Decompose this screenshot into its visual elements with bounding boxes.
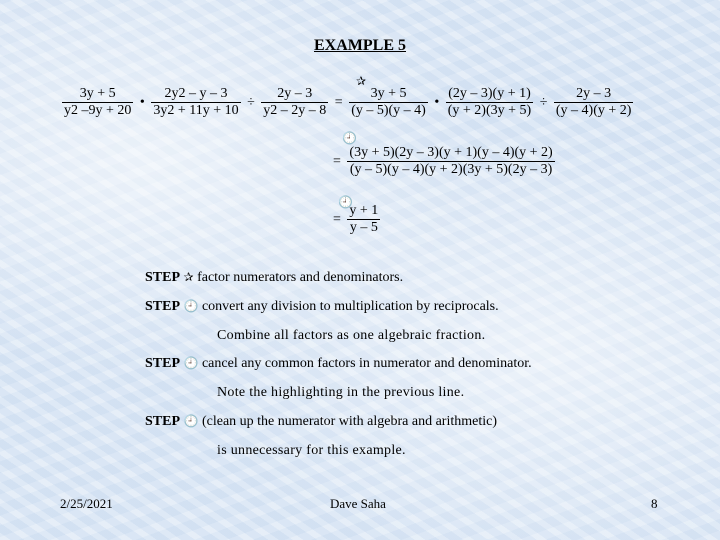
multiply-dot: • bbox=[139, 94, 145, 110]
star-icon: ✰ bbox=[183, 270, 194, 284]
footer-page-number: 8 bbox=[651, 496, 658, 511]
combined-fraction: $\frac{(3y + 5)(2y - 3)(y + 1)(y - 4)(y + 2)}{(y - 5)(y - 4)(y + 2)(3y + 5)(2y - 3)}$ bbox=[349, 145, 553, 177]
step-3-note: Note the highlighting in the previous line. bbox=[217, 385, 465, 400]
result-fraction: $\frac{y + 1}{y - 5}$ bbox=[349, 203, 379, 235]
clock-icon: 🕘 bbox=[183, 299, 199, 313]
rhs-fraction-3: $\frac{2y - 3}{(y - 4)(y + 2)}$ bbox=[555, 86, 632, 118]
star-icon: ✰ bbox=[356, 74, 367, 88]
equals-sign: = bbox=[334, 94, 343, 110]
divide-sign: ÷ bbox=[247, 94, 255, 110]
clock-icon: 🕘 bbox=[183, 356, 199, 370]
step-4-note: is unnecessary for this example. bbox=[217, 443, 406, 458]
rhs-fraction-2: $\frac{(2y - 3)(y + 1)}{(y + 2)(3y + 5)}$ bbox=[447, 86, 532, 118]
equation-line-1 bbox=[62, 86, 633, 119]
equation-line-2 bbox=[330, 145, 555, 178]
step-3: STEP 🕘 cancel any common factors in numerator and denominator. bbox=[145, 356, 532, 371]
step-2: STEP 🕘 convert any division to multiplication by reciprocals. bbox=[145, 299, 499, 314]
lhs-fraction-2: $\frac{2y2 - y - 3}{3y2 + 11y + 10}$ bbox=[153, 86, 239, 118]
equation-line-3 bbox=[330, 203, 380, 236]
lhs-fraction-1: $\frac{3y + 5}{y2 -9y + 20}$ bbox=[64, 86, 132, 118]
lhs-fraction-3: $\frac{2y - 3}{y2 - 2y - 8}$ bbox=[263, 86, 327, 118]
multiply-dot: • bbox=[434, 94, 440, 110]
equals-sign: = bbox=[333, 153, 341, 169]
step-2-note: Combine all factors as one algebraic fraction. bbox=[217, 328, 486, 343]
clock-icon: 🕘 bbox=[342, 131, 357, 145]
footer-author: Dave Saha bbox=[330, 496, 386, 511]
step-1: STEP ✰ factor numerators and denominators. bbox=[145, 270, 404, 285]
divide-sign: ÷ bbox=[539, 94, 548, 110]
step-4: STEP 🕘 (clean up the numerator with algebra and arithmetic) bbox=[145, 414, 498, 429]
slide-title: EXAMPLE 5 bbox=[314, 37, 406, 54]
equals-sign: = bbox=[333, 211, 341, 227]
footer-date: 2/25/2021 bbox=[60, 496, 113, 511]
clock-icon: 🕘 bbox=[338, 195, 353, 209]
rhs-fraction-1: $\frac{3y + 5}{(y - 5)(y - 4)}$ bbox=[351, 86, 426, 118]
clock-icon: 🕘 bbox=[183, 414, 199, 428]
